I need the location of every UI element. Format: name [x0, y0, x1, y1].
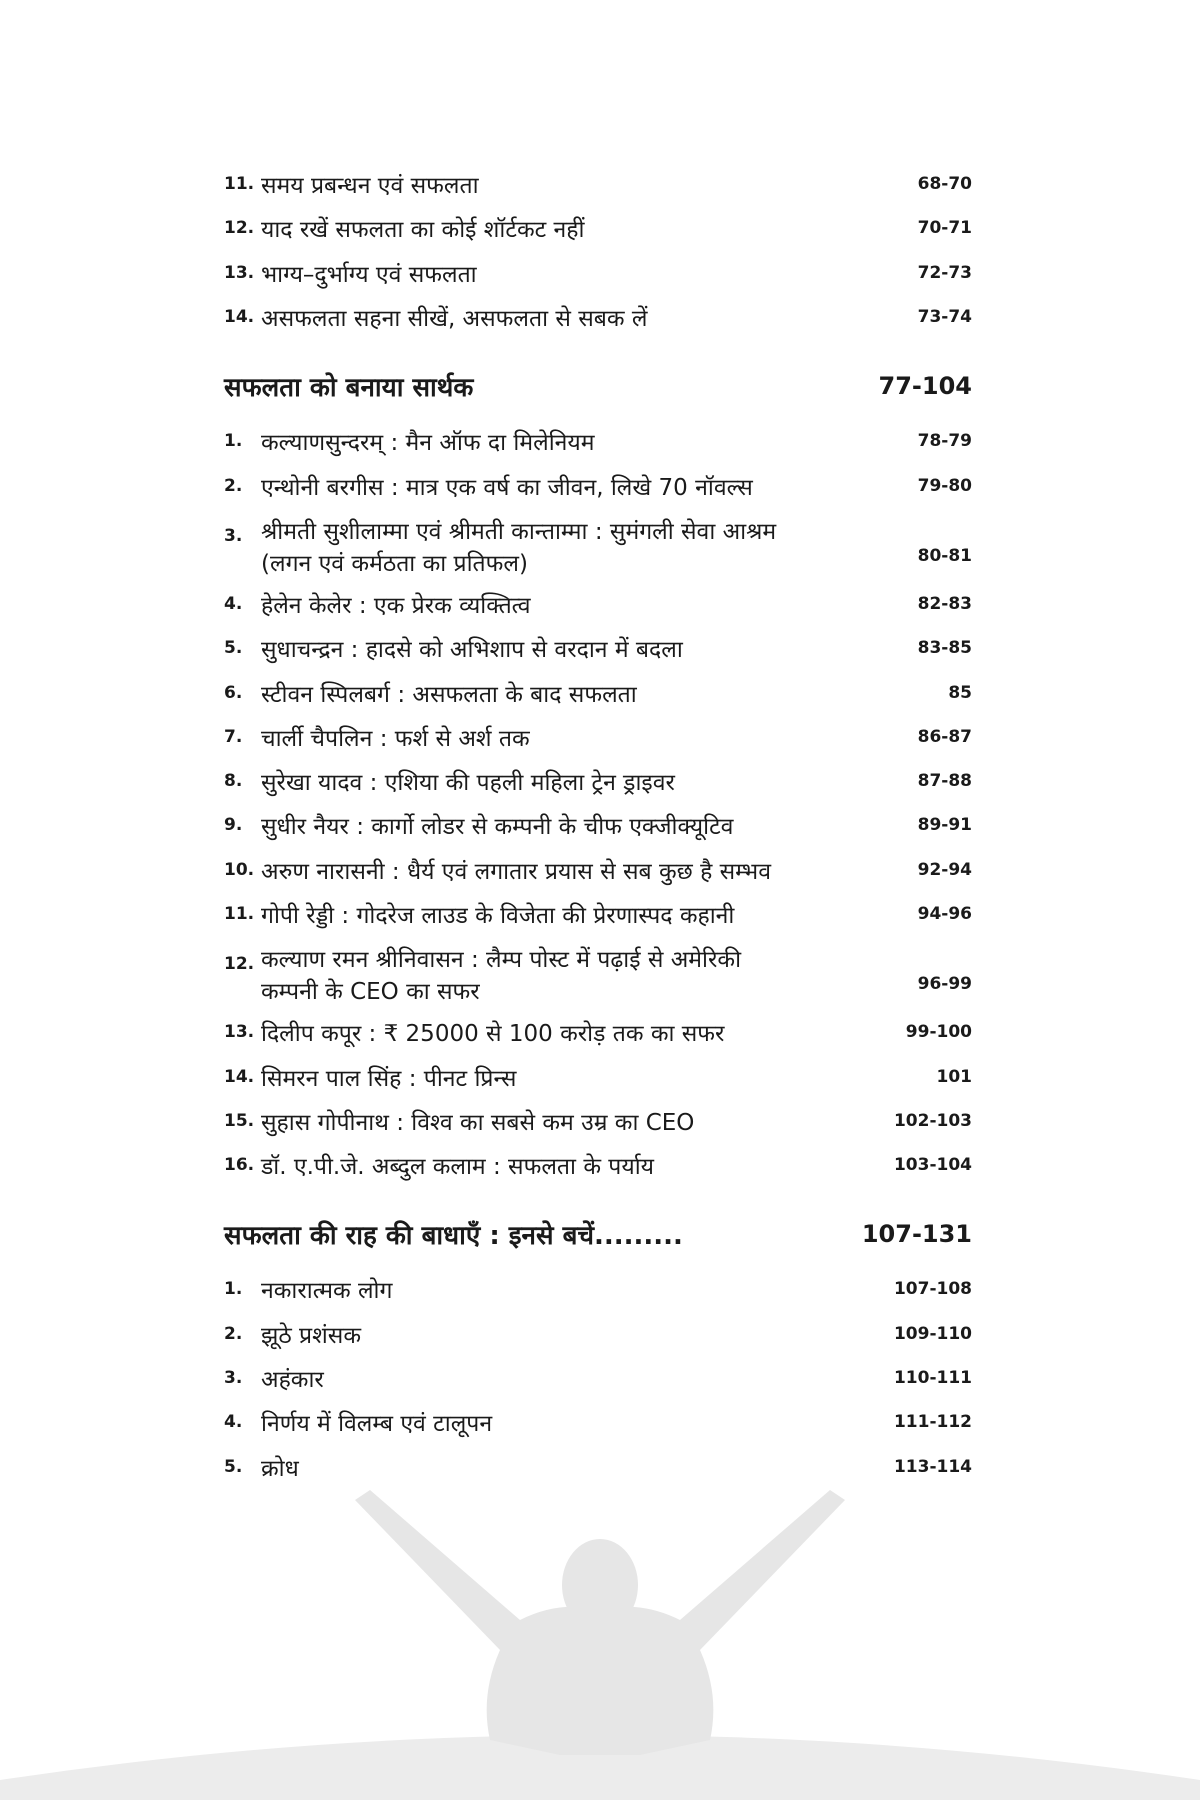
toc-entry-continuation: [224, 974, 972, 1010]
section-heading: [224, 1201, 972, 1267]
entry-number: 2.: [224, 1323, 243, 1344]
entry-title: गोपी रेड्डी : गोदरेज लाउड के विजेता की प्रेरणास्पद कहानी: [261, 903, 735, 929]
entry-pages: 103-104: [893, 1155, 972, 1176]
section-pages: 107-131: [861, 1220, 972, 1249]
entry-title: सुधाचन्द्रन : हादसे को अभिशाप से वरदान में बदला: [261, 637, 683, 664]
entry-pages: 85: [948, 682, 972, 703]
entry-number: 2.: [224, 475, 243, 496]
toc-entry: [224, 759, 972, 803]
entry-title: भाग्य–दुर्भाग्य एवं सफलता: [261, 261, 477, 288]
entry-title: असफलता सहना सीखें, असफलता से सबक लें: [261, 306, 648, 333]
entry-pages: 89-91: [917, 815, 972, 836]
entry-number: 3.: [224, 1368, 243, 1389]
entry-number: 11.: [224, 904, 255, 924]
entry-title: डॉ. ए.पी.जे. अब्दुल कलाम : सफलता के पर्याय: [261, 1154, 654, 1181]
toc-entry: [224, 803, 972, 847]
toc-entry-continuation: [224, 546, 972, 582]
toc-entry: [224, 206, 972, 250]
entry-number: 3.: [224, 525, 243, 546]
entry-pages: 82-83: [917, 593, 972, 614]
entry-number: 12.: [224, 954, 255, 975]
table-of-contents: [224, 162, 972, 1489]
toc-entry: [224, 892, 972, 936]
entry-pages: 110-111: [893, 1368, 972, 1389]
toc-entry: [224, 1143, 972, 1187]
toc-entry: [224, 508, 972, 546]
entry-pages: 80-81: [917, 545, 972, 566]
entry-title: श्रीमती सुशीलाम्मा एवं श्रीमती कान्ताम्मा : सुमंगली सेवा आश्रम: [261, 518, 777, 545]
entry-number: 1.: [224, 431, 243, 452]
entry-title: स्टीवन स्पिलबर्ग : असफलता के बाद सफलता: [261, 681, 637, 708]
entry-title: झूठे प्रशंसक: [261, 1322, 362, 1349]
entry-pages: 73-74: [917, 307, 972, 328]
entry-number: 13.: [224, 1022, 255, 1043]
toc-entry: [224, 715, 972, 759]
entry-number: 9.: [224, 815, 243, 836]
entry-pages: 70-71: [917, 218, 972, 239]
entry-number: 7.: [224, 726, 243, 747]
entry-number: 5.: [224, 638, 243, 659]
section-title: सफलता को बनाया सार्थक: [224, 373, 474, 404]
entry-title: सुधीर नैयर : कार्गो लोडर से कम्पनी के चीफ एक्जीक्यूटिव: [261, 814, 734, 841]
entry-title-continued: कम्पनी के CEO का सफर: [261, 979, 480, 1006]
toc-entry: [224, 848, 972, 892]
entry-title: चार्ली चैपलिन : फर्श से अर्श तक: [261, 725, 530, 752]
entry-title: सुहास गोपीनाथ : विश्व का सबसे कम उम्र का CEO: [261, 1109, 695, 1136]
toc-entry: [224, 1356, 972, 1400]
toc-entry: [224, 1010, 972, 1054]
toc-entry: [224, 1400, 972, 1444]
entry-pages: 107-108: [893, 1279, 972, 1300]
entry-title-continued: (लगन एवं कर्मठता का प्रतिफल): [261, 550, 528, 577]
entry-number: 15.: [224, 1110, 255, 1131]
section-title: सफलता की राह की बाधाएँ : इनसे बचें.........: [224, 1221, 683, 1252]
entry-title: क्रोध: [261, 1455, 299, 1482]
toc-entry: [224, 162, 972, 206]
toc-entry: [224, 1099, 972, 1143]
entry-pages: 92-94: [917, 859, 972, 880]
toc-entry: [224, 1312, 972, 1356]
entry-number: 13.: [224, 262, 255, 283]
entry-number: 8.: [224, 771, 243, 792]
entry-number: 14.: [224, 307, 255, 328]
entry-number: 4.: [224, 593, 243, 614]
entry-pages: 102-103: [893, 1110, 972, 1131]
entry-title: निर्णय में विलम्ब एवं टालूपन: [261, 1411, 493, 1438]
toc-entry: [224, 251, 972, 295]
entry-pages: 96-99: [917, 974, 972, 995]
entry-number: 14.: [224, 1066, 255, 1087]
entry-pages: 94-96: [917, 904, 972, 924]
entry-pages: 113-114: [893, 1456, 972, 1477]
entry-pages: 99-100: [905, 1022, 972, 1043]
entry-number: 12.: [224, 218, 255, 239]
entry-pages: 87-88: [917, 771, 972, 792]
toc-entry: [224, 1054, 972, 1098]
entry-pages: 86-87: [917, 726, 972, 747]
entry-pages: 78-79: [917, 431, 972, 452]
entry-number: 4.: [224, 1412, 243, 1433]
toc-entry: [224, 936, 972, 974]
entry-number: 5.: [224, 1456, 243, 1477]
toc-entry: [224, 419, 972, 463]
toc-entry: [224, 582, 972, 626]
entry-pages: 79-80: [917, 475, 972, 496]
entry-pages: 83-85: [917, 638, 972, 659]
entry-title: अरुण नारासनी : धैर्य एवं लगातार प्रयास से सब कुछ है सम्भव: [261, 858, 772, 885]
entry-pages: 109-110: [893, 1323, 972, 1344]
toc-entry: [224, 295, 972, 339]
entry-pages: 101: [936, 1066, 972, 1087]
silhouette-raised-arms-icon: [0, 1480, 1200, 1800]
entry-title: समय प्रबन्धन एवं सफलता: [261, 173, 479, 200]
entry-title: सुरेखा यादव : एशिया की पहली महिला ट्रेन ड्राइवर: [261, 770, 675, 797]
entry-number: 11.: [224, 174, 255, 195]
entry-title: हेलेन केलेर : एक प्रेरक व्यक्तित्व: [261, 592, 531, 619]
entry-title: सिमरन पाल सिंह : पीनट प्रिन्स: [261, 1065, 517, 1092]
entry-number: 16.: [224, 1155, 255, 1176]
entry-pages: 111-112: [893, 1412, 972, 1433]
entry-number: 10.: [224, 859, 255, 880]
toc-entry: [224, 626, 972, 670]
entry-number: 6.: [224, 682, 243, 703]
entry-title: एन्थोनी बरगीस : मात्र एक वर्ष का जीवन, लिखे 70 नॉवल्स: [261, 474, 753, 501]
entry-title: दिलीप कपूर : ₹ 25000 से 100 करोड़ तक का सफर: [261, 1021, 725, 1048]
toc-entry: [224, 670, 972, 714]
entry-title: अहंकार: [261, 1367, 324, 1394]
entry-title: याद रखें सफलता का कोई शॉर्टकट नहीं: [261, 217, 585, 244]
entry-pages: 68-70: [917, 174, 972, 195]
entry-title: कल्याण रमन श्रीनिवासन : लैम्प पोस्ट में पढ़ाई से अमेरिकी: [261, 947, 742, 974]
section-pages: 77-104: [878, 372, 972, 401]
entry-number: 1.: [224, 1279, 243, 1300]
toc-entry: [224, 1267, 972, 1311]
section-heading: [224, 353, 972, 419]
toc-entry: [224, 463, 972, 507]
entry-title: कल्याणसुन्दरम् : मैन ऑफ दा मिलेनियम: [261, 430, 595, 457]
entry-title: नकारात्मक लोग: [261, 1278, 393, 1305]
entry-pages: 72-73: [917, 262, 972, 283]
